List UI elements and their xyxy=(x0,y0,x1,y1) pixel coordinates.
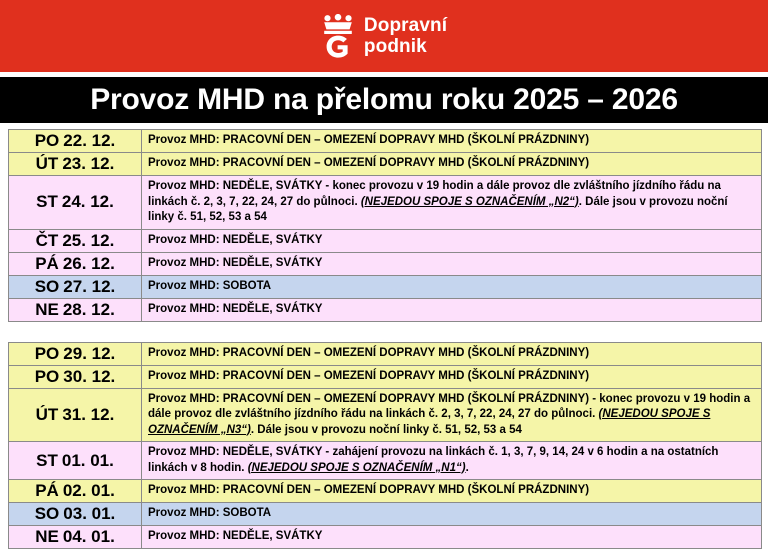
brand-lockup xyxy=(321,14,447,58)
day-cell xyxy=(9,442,142,480)
service-description-text: Provoz MHD: NEDĚLE, SVÁTKY - konec provozu v 19 hodin a dále provoz dle zvláštního jízdního řádu na linkách č. 2, 3, 7, 22, 24, 27 do půlnoci. xyxy=(148,180,721,208)
day-cell xyxy=(9,275,142,298)
day-date: 26. 12. xyxy=(63,254,115,273)
service-description-text: Provoz MHD: NEDĚLE, SVÁTKY xyxy=(148,303,322,315)
table-row xyxy=(9,480,762,503)
day-of-week: NE xyxy=(35,300,59,319)
day-of-week: SO xyxy=(35,504,60,523)
table-row xyxy=(9,342,762,365)
day-cell xyxy=(9,130,142,153)
service-description-text: Provoz MHD: PRACOVNÍ DEN – OMEZENÍ DOPRAVY MHD (ŠKOLNÍ PRÁZDNINY) xyxy=(148,134,589,146)
schedule-tables xyxy=(0,129,768,549)
day-date: 03. 01. xyxy=(63,504,115,523)
day-date: 23. 12. xyxy=(62,154,114,173)
day-of-week: ČT xyxy=(36,231,59,250)
service-description-cell xyxy=(142,298,762,321)
brand-name xyxy=(364,15,447,57)
service-note-emphasis: (NEJEDOU SPOJE S OZNAČENÍM „N3“) xyxy=(148,408,710,436)
day-of-week: NE xyxy=(35,527,59,546)
day-date: 25. 12. xyxy=(62,231,114,250)
service-description-cell xyxy=(142,388,762,442)
table-row xyxy=(9,229,762,252)
service-note-emphasis: (NEJEDOU SPOJE S OZNAČENÍM „N2“) xyxy=(361,196,579,208)
day-of-week: PÁ xyxy=(35,481,59,500)
service-description-text: Provoz MHD: PRACOVNÍ DEN – OMEZENÍ DOPRAVY MHD (ŠKOLNÍ PRÁZDNINY) xyxy=(148,347,589,359)
day-cell xyxy=(9,252,142,275)
day-cell xyxy=(9,229,142,252)
service-description-text: Provoz MHD: SOBOTA xyxy=(148,507,271,519)
day-of-week: PO xyxy=(35,131,60,150)
day-date: 24. 12. xyxy=(62,192,114,211)
page-title: Provoz MHD na přelomu roku 2025 – 2026 xyxy=(90,83,678,117)
day-date: 27. 12. xyxy=(63,277,115,296)
service-description-text: . Dále jsou v provozu noční linky č. 51, 52, 53 a 54 xyxy=(251,424,522,436)
day-of-week: ST xyxy=(36,451,58,470)
service-description-cell xyxy=(142,342,762,365)
service-description-cell xyxy=(142,130,762,153)
day-date: 01. 01. xyxy=(62,451,114,470)
table-row xyxy=(9,275,762,298)
table-row xyxy=(9,442,762,480)
service-description-cell xyxy=(142,365,762,388)
service-description-text: Provoz MHD: SOBOTA xyxy=(148,280,271,292)
day-of-week: ÚT xyxy=(36,405,59,424)
service-description-cell xyxy=(142,480,762,503)
table-row xyxy=(9,252,762,275)
service-description-cell xyxy=(142,442,762,480)
day-date: 28. 12. xyxy=(63,300,115,319)
table-row xyxy=(9,388,762,442)
table-row xyxy=(9,365,762,388)
service-description-text: Provoz MHD: NEDĚLE, SVÁTKY - zahájení provozu na linkách č. 1, 3, 7, 9, 14, 24 v 6 hodin a na ostatních linkách v 8 hodin. xyxy=(148,446,718,474)
brand-name-line1: Dopravní xyxy=(364,15,447,36)
table-row xyxy=(9,153,762,176)
day-date: 31. 12. xyxy=(62,405,114,424)
day-of-week: PÁ xyxy=(35,254,59,273)
day-of-week: ST xyxy=(36,192,58,211)
crown-g-logo-icon xyxy=(321,14,355,58)
day-of-week: SO xyxy=(35,277,60,296)
service-description-cell xyxy=(142,153,762,176)
schedule-table-december-week-1 xyxy=(8,129,762,322)
day-cell xyxy=(9,342,142,365)
day-date: 02. 01. xyxy=(63,481,115,500)
service-description-cell xyxy=(142,275,762,298)
service-description-cell xyxy=(142,503,762,526)
service-description-text: Provoz MHD: PRACOVNÍ DEN – OMEZENÍ DOPRAVY MHD (ŠKOLNÍ PRÁZDNINY) xyxy=(148,370,589,382)
day-cell xyxy=(9,365,142,388)
service-description-cell xyxy=(142,229,762,252)
table-row xyxy=(9,130,762,153)
service-description-text: Provoz MHD: NEDĚLE, SVÁTKY xyxy=(148,234,322,246)
service-description-text: Provoz MHD: PRACOVNÍ DEN – OMEZENÍ DOPRAVY MHD (ŠKOLNÍ PRÁZDNINY) xyxy=(148,157,589,169)
page-title-band xyxy=(0,77,768,123)
day-of-week: PO xyxy=(35,367,60,386)
service-description-text: . Dále jsou v provozu noční linky č. 51, 52, 53 a 54 xyxy=(148,196,728,224)
day-cell xyxy=(9,526,142,549)
day-date: 30. 12. xyxy=(63,367,115,386)
day-of-week: PO xyxy=(35,344,60,363)
day-cell xyxy=(9,153,142,176)
day-date: 29. 12. xyxy=(63,344,115,363)
service-description-cell xyxy=(142,176,762,230)
day-cell xyxy=(9,388,142,442)
day-cell xyxy=(9,503,142,526)
service-description-text: Provoz MHD: PRACOVNÍ DEN – OMEZENÍ DOPRAVY MHD (ŠKOLNÍ PRÁZDNINY) xyxy=(148,484,589,496)
schedule-table-december-january-week-2 xyxy=(8,342,762,549)
day-cell xyxy=(9,176,142,230)
table-row xyxy=(9,526,762,549)
day-date: 22. 12. xyxy=(63,131,115,150)
service-description-text: . xyxy=(466,462,469,474)
brand-header xyxy=(0,0,768,72)
table-row xyxy=(9,176,762,230)
table-row xyxy=(9,298,762,321)
service-description-text: Provoz MHD: PRACOVNÍ DEN – OMEZENÍ DOPRAVY MHD (ŠKOLNÍ PRÁZDNINY) - konec provozu v 19 hodin a dále provoz dle zvláštního jízdního řádu na linkách č. 2, 3, 7, 22, 24, 27 do půlnoci. xyxy=(148,393,750,421)
service-description-text: Provoz MHD: NEDĚLE, SVÁTKY xyxy=(148,530,322,542)
day-cell xyxy=(9,298,142,321)
brand-name-line2: podnik xyxy=(364,36,447,57)
day-of-week: ÚT xyxy=(36,154,59,173)
table-row xyxy=(9,503,762,526)
day-date: 04. 01. xyxy=(63,527,115,546)
service-note-emphasis: (NEJEDOU SPOJE S OZNAČENÍM „N1“) xyxy=(248,462,466,474)
service-description-cell xyxy=(142,252,762,275)
table-separator xyxy=(0,322,768,342)
service-description-text: Provoz MHD: NEDĚLE, SVÁTKY xyxy=(148,257,322,269)
service-description-cell xyxy=(142,526,762,549)
day-cell xyxy=(9,480,142,503)
